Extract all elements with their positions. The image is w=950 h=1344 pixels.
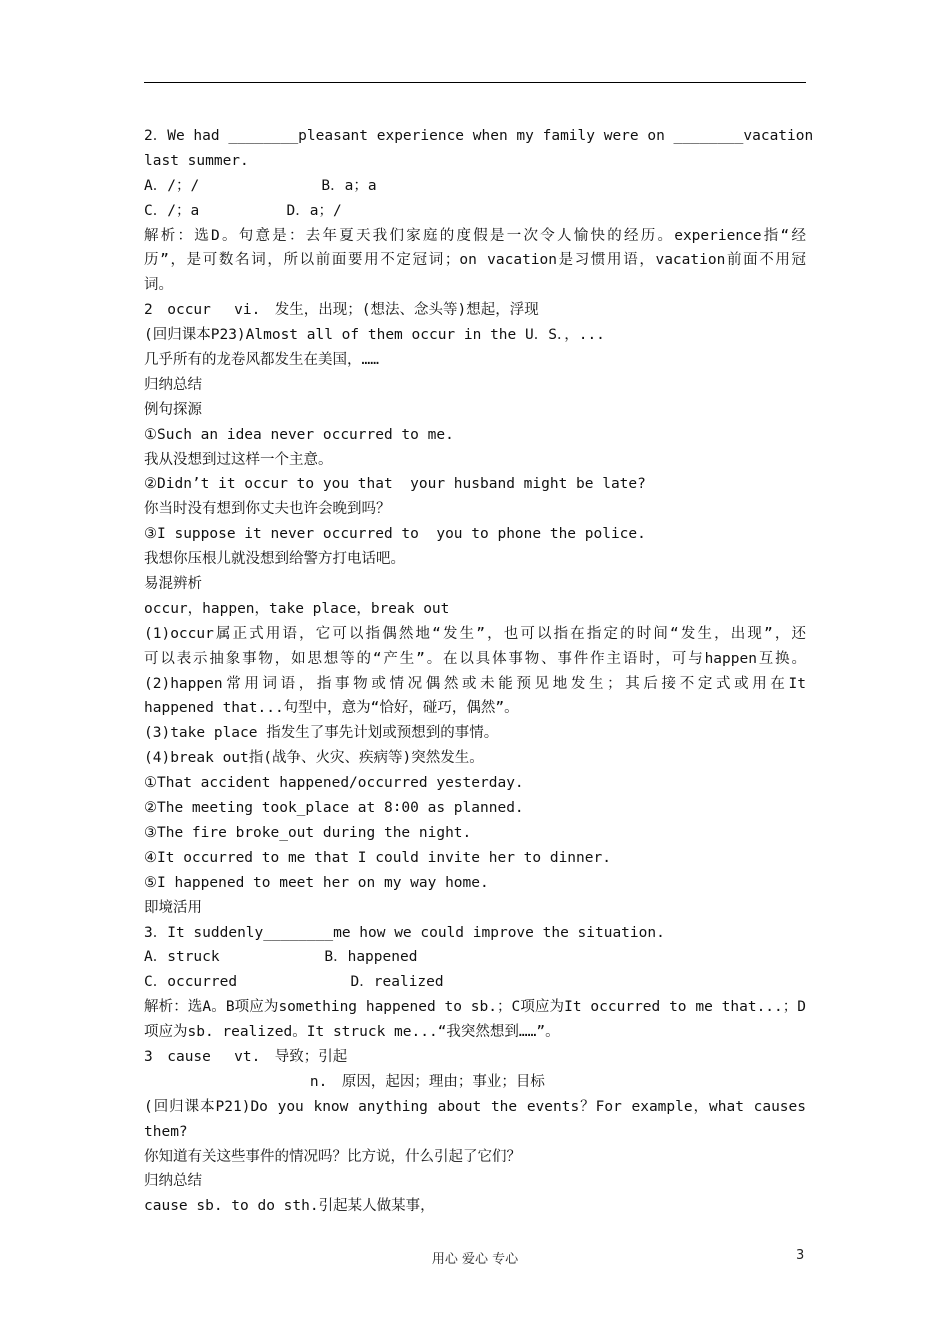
section-heading: 易混辨析 bbox=[144, 576, 202, 593]
example-line: ②The meeting took_place at 8∶00 as planned. bbox=[144, 800, 524, 817]
document-body bbox=[144, 124, 814, 1219]
text-line: 2．We had ________pleasant experience when my family were on ________vacation bbox=[144, 128, 814, 144]
example-line: ③The fire broke_out during the night. bbox=[144, 824, 472, 841]
translation-line: 你知道有关这些事件的情况吗？比方说，什么引起了它们？ bbox=[144, 1148, 521, 1165]
translation-line: 你当时没有想到你丈夫也许会晚到吗？ bbox=[144, 501, 391, 518]
page-number: 3 bbox=[796, 1248, 805, 1263]
text-line: happened that...句型中，意为“恰好，碰巧，偶然”。 bbox=[144, 700, 519, 717]
example-line: ①That accident happened/occurred yesterday. bbox=[144, 775, 524, 792]
header-rule bbox=[144, 82, 806, 83]
example-line: ④It occurred to me that I could invite her to dinner. bbox=[144, 849, 611, 866]
text-line: them? bbox=[144, 1123, 188, 1140]
vocab-heading: n. 原因，起因；理由；事业；目标 bbox=[144, 1073, 545, 1090]
translation-line: 我从没想到过这样一个主意。 bbox=[144, 451, 333, 468]
option-line: A．struck B．happened bbox=[144, 949, 418, 966]
example-line: ③I suppose it never occurred to you to phone the police. bbox=[144, 526, 646, 543]
text-line: (回归课本P21)Do you know anything about the events？For example，what causes bbox=[144, 1098, 806, 1115]
explanation-line: 解析：选A。B项应为something happened to sb.；C项应为It occurred to me that...；D bbox=[144, 999, 806, 1016]
text-line: (回归课本P23)Almost all of them occur in the U．S．，... bbox=[144, 327, 605, 344]
vocab-heading: 3 cause vt. 导致；引起 bbox=[144, 1048, 348, 1065]
translation-line: 我想你压根儿就没想到给警方打电话吧。 bbox=[144, 551, 405, 568]
option-line: C．/；a D．a；/ bbox=[144, 202, 342, 219]
option-line: C．occurred D．realized bbox=[144, 974, 444, 991]
text-line: (4)break out指(战争、火灾、疾病等)突然发生。 bbox=[144, 750, 484, 767]
section-heading: 归纳总结 bbox=[144, 376, 202, 393]
explanation-line: 历”，是可数名词，所以前面要用不定冠词；on vacation是习惯用语，vacation前面不用冠 bbox=[144, 252, 806, 269]
section-heading: 例句探源 bbox=[144, 401, 202, 418]
option-line: A．/；/ B．a；a bbox=[144, 177, 377, 194]
example-line: ①Such an idea never occurred to me. bbox=[144, 426, 454, 443]
text-line: (1)occur属正式用语，它可以指偶然地“发生”，也可以指在指定的时间“发生，出现”，还 bbox=[144, 625, 806, 642]
text-line: 3．It suddenly________me how we could improve the situation. bbox=[144, 924, 665, 941]
text-line: cause sb. to do sth.引起某人做某事， bbox=[144, 1198, 435, 1215]
explanation-line: 词。 bbox=[144, 277, 173, 294]
example-line: ②Didn’t it occur to you that your husband might be late? bbox=[144, 476, 646, 493]
explanation-line: 解析：选D。句意是：去年夏天我们家庭的度假是一次令人愉快的经历。experience指“经 bbox=[144, 227, 806, 244]
text-line: (2)happen常用词语，指事物或情况偶然或未能预见地发生；其后接不定式或用在It bbox=[144, 675, 806, 692]
text-line: occur，happen，take place，break out bbox=[144, 600, 450, 617]
text-line: last summer. bbox=[144, 152, 249, 169]
section-heading: 即境活用 bbox=[144, 899, 202, 916]
explanation-line: 项应为sb. realized。It struck me...“我突然想到……”。 bbox=[144, 1024, 560, 1041]
vocab-heading: 2 occur vi. 发生，出现；(想法、念头等)想起，浮现 bbox=[144, 302, 539, 319]
section-heading: 归纳总结 bbox=[144, 1173, 202, 1190]
example-line: ⑤I happened to meet her on my way home. bbox=[144, 874, 489, 891]
text-line: 几乎所有的龙卷风都发生在美国，…… bbox=[144, 352, 379, 369]
text-line: 可以表示抽象事物，如思想等的“产生”。在以具体事物、事件作主语时，可与happen互换。 bbox=[144, 650, 806, 667]
text-line: (3)take place 指发生了事先计划或预想到的事情。 bbox=[144, 725, 499, 742]
footer-slogan: 用心 爱心 专心 bbox=[431, 1252, 519, 1267]
